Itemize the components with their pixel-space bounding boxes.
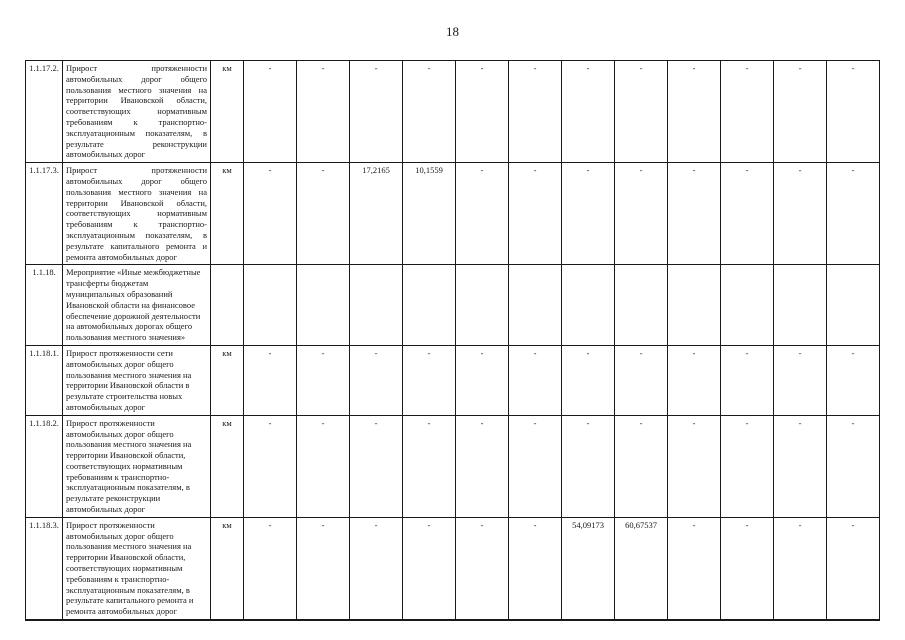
value-cell: - [350, 517, 403, 620]
value-cell: - [244, 163, 297, 265]
value-cell: - [562, 61, 615, 163]
value-cell: - [509, 61, 562, 163]
value-cell: - [721, 61, 774, 163]
value-cell: - [615, 345, 668, 415]
value-cell: - [297, 345, 350, 415]
value-cell: - [456, 345, 509, 415]
table-row [26, 345, 880, 415]
value-cell [244, 265, 297, 346]
value-cell: - [562, 163, 615, 265]
row-number-cell: 1.1.18.3. [26, 517, 63, 620]
value-cell: - [774, 415, 827, 517]
row-number-cell: 1.1.17.2. [26, 61, 63, 163]
value-cell: - [827, 517, 880, 620]
value-cell: - [244, 517, 297, 620]
value-cell [297, 265, 350, 346]
value-cell: - [721, 163, 774, 265]
unit-cell: км [211, 61, 244, 163]
value-cell: - [615, 61, 668, 163]
value-cell [403, 265, 456, 346]
value-cell: - [244, 345, 297, 415]
value-cell: - [456, 517, 509, 620]
value-cell: - [456, 163, 509, 265]
indicator-name-cell: Прирост протяженности сети автомобильных дорог общего пользования местного значения на территории Ивановской области в результате строительства новых автомобильных дорог [63, 345, 211, 415]
value-cell: - [774, 345, 827, 415]
value-cell: 60,67537 [615, 517, 668, 620]
table-row [26, 415, 880, 517]
value-cell: - [827, 163, 880, 265]
value-cell: - [827, 415, 880, 517]
row-number-cell: 1.1.18.1. [26, 345, 63, 415]
value-cell: - [403, 415, 456, 517]
value-cell: - [297, 163, 350, 265]
value-cell [562, 265, 615, 346]
table-row [26, 163, 880, 265]
value-cell: - [456, 415, 509, 517]
value-cell: - [297, 517, 350, 620]
value-cell [721, 265, 774, 346]
indicator-name-cell: Прирост протяженности автомобильных дорог общего пользования местного значения на территории Ивановской области, соответствующих нормативным требованиям к транспортно-эксплуатационным показателям, в результате реконструкции автомобильных дорог [63, 61, 211, 163]
value-cell: - [721, 345, 774, 415]
value-cell: - [615, 415, 668, 517]
unit-cell: км [211, 517, 244, 620]
value-cell: - [774, 61, 827, 163]
value-cell: - [827, 345, 880, 415]
unit-cell: км [211, 345, 244, 415]
value-cell [350, 265, 403, 346]
value-cell: - [350, 345, 403, 415]
indicator-name-cell: Мероприятие «Иные межбюджетные трансферты бюджетам муниципальных образований Ивановской области на финансовое обеспечение дорожной деятельности на автомобильных дорогах общего пользования местного значения» [63, 265, 211, 346]
page-number: 18 [446, 24, 459, 39]
table-row [26, 265, 880, 346]
value-cell: - [615, 163, 668, 265]
value-cell: - [668, 517, 721, 620]
value-cell: - [350, 415, 403, 517]
value-cell: - [244, 415, 297, 517]
value-cell: - [509, 345, 562, 415]
value-cell: - [297, 61, 350, 163]
value-cell: - [350, 61, 403, 163]
value-cell: - [297, 415, 350, 517]
value-cell: - [509, 415, 562, 517]
indicator-name-cell: Прирост протяженности автомобильных дорог общего пользования местного значения на территории Ивановской области, соответствующих нормативным требованиям к транспортно-эксплуатационным показателям, в результате капитального ремонта и ремонта автомобильных дорог [63, 517, 211, 620]
indicators-table [25, 60, 880, 621]
value-cell: - [509, 517, 562, 620]
unit-cell: км [211, 163, 244, 265]
table-row [26, 517, 880, 620]
value-cell: - [456, 61, 509, 163]
value-cell [668, 265, 721, 346]
row-number-cell: 1.1.18. [26, 265, 63, 346]
indicator-name-cell: Прирост протяженности автомобильных дорог общего пользования местного значения на территории Ивановской области, соответствующих нормативным требованиям к транспортно-эксплуатационным показателям, в результате реконструкции автомобильных дорог [63, 415, 211, 517]
value-cell [615, 265, 668, 346]
unit-cell [211, 265, 244, 346]
indicators-table-body [26, 61, 880, 621]
value-cell [456, 265, 509, 346]
value-cell: - [403, 517, 456, 620]
value-cell: - [403, 345, 456, 415]
value-cell: - [827, 61, 880, 163]
value-cell: - [668, 61, 721, 163]
value-cell: - [562, 415, 615, 517]
unit-cell: км [211, 415, 244, 517]
value-cell: - [668, 345, 721, 415]
value-cell [509, 265, 562, 346]
value-cell: - [774, 163, 827, 265]
value-cell: - [721, 415, 774, 517]
value-cell: - [244, 61, 297, 163]
value-cell [827, 265, 880, 346]
table-row [26, 61, 880, 163]
row-number-cell: 1.1.17.3. [26, 163, 63, 265]
value-cell: 17,2165 [350, 163, 403, 265]
row-number-cell: 1.1.18.2. [26, 415, 63, 517]
value-cell: - [774, 517, 827, 620]
value-cell: - [562, 345, 615, 415]
value-cell: - [668, 415, 721, 517]
indicator-name-cell: Прирост протяженности автомобильных дорог общего пользования местного значения на территории Ивановской области, соответствующих нормативным требованиям к транспортно-эксплуатационным показателям, в результате капитального ремонта и ремонта автомобильных дорог [63, 163, 211, 265]
value-cell [774, 265, 827, 346]
value-cell: - [721, 517, 774, 620]
value-cell: - [403, 61, 456, 163]
value-cell: 10,1559 [403, 163, 456, 265]
value-cell: - [668, 163, 721, 265]
value-cell: 54,09173 [562, 517, 615, 620]
value-cell: - [509, 163, 562, 265]
